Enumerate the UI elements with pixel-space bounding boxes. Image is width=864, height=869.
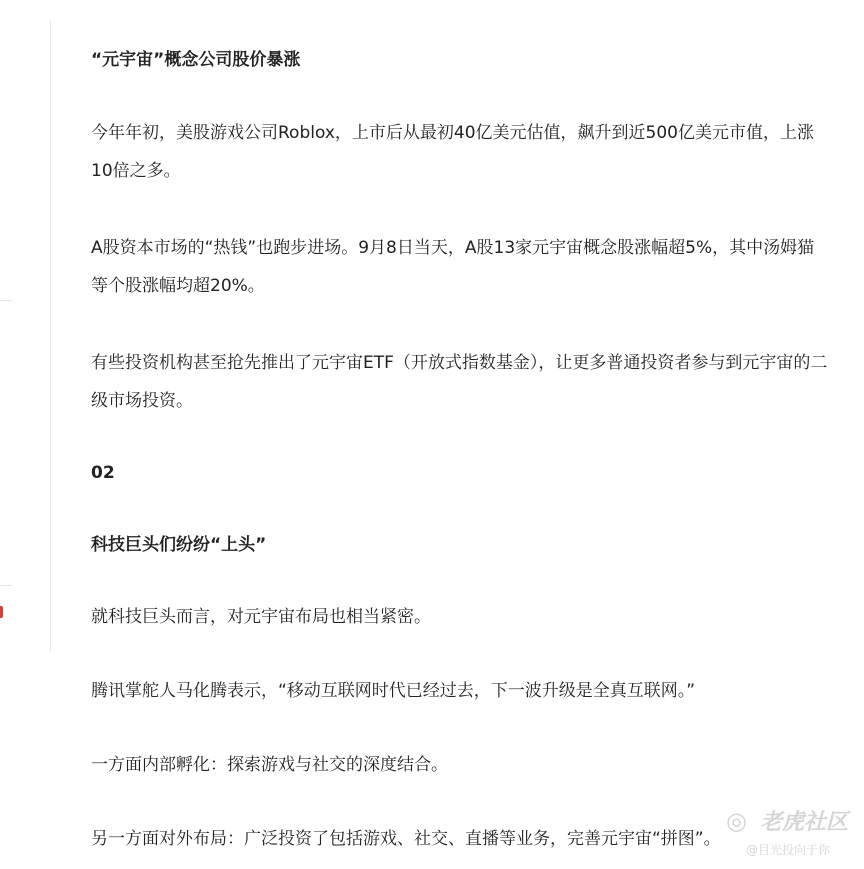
rail-divider-tick bbox=[0, 585, 12, 586]
article-paragraph: 有些投资机构甚至抢先推出了元宇宙ETF（开放式指数基金），让更多普通投资者参与到元宇宙的二级市场投资。 bbox=[91, 353, 828, 411]
watermark-brand: 老虎社区 bbox=[760, 810, 849, 835]
article-paragraph: 另一方面对外布局：广泛投资了包括游戏、社交、直播等业务，完善元宇宙“拼图”。 bbox=[91, 829, 721, 849]
rail-divider-tick bbox=[0, 300, 12, 301]
watermark-handle: @目光投向于你 bbox=[746, 843, 831, 857]
tiger-logo-icon: ◎ bbox=[726, 807, 747, 835]
article-paragraph: 就科技巨头而言，对元宇宙布局也相当紧密。 bbox=[91, 607, 431, 627]
section-number: 02 bbox=[91, 463, 115, 483]
article-paragraph: 腾讯掌舵人马化腾表示，“移动互联网时代已经过去，下一波升级是全真互联网。” bbox=[91, 681, 696, 701]
rail-divider bbox=[50, 20, 51, 652]
watermark bbox=[724, 803, 864, 869]
section-heading: “元宇宙”概念公司股价暴涨 bbox=[91, 50, 301, 70]
section-heading: 科技巨头们纷纷“上头” bbox=[91, 535, 267, 555]
article-paragraph: 今年年初，美股游戏公司Roblox，上市后从最初40亿美元估值，飙升到近500亿美元市值，上涨10倍之多。 bbox=[91, 123, 814, 181]
notification-dot bbox=[0, 606, 3, 618]
left-rail bbox=[0, 0, 52, 650]
article-body bbox=[91, 40, 831, 858]
article-paragraph: A股资本市场的“热钱”也跑步进场。9月8日当天，A股13家元宇宙概念股涨幅超5%，其中汤姆猫等个股涨幅均超20%。 bbox=[91, 238, 815, 296]
article-paragraph: 一方面内部孵化：探索游戏与社交的深度结合。 bbox=[91, 755, 448, 775]
